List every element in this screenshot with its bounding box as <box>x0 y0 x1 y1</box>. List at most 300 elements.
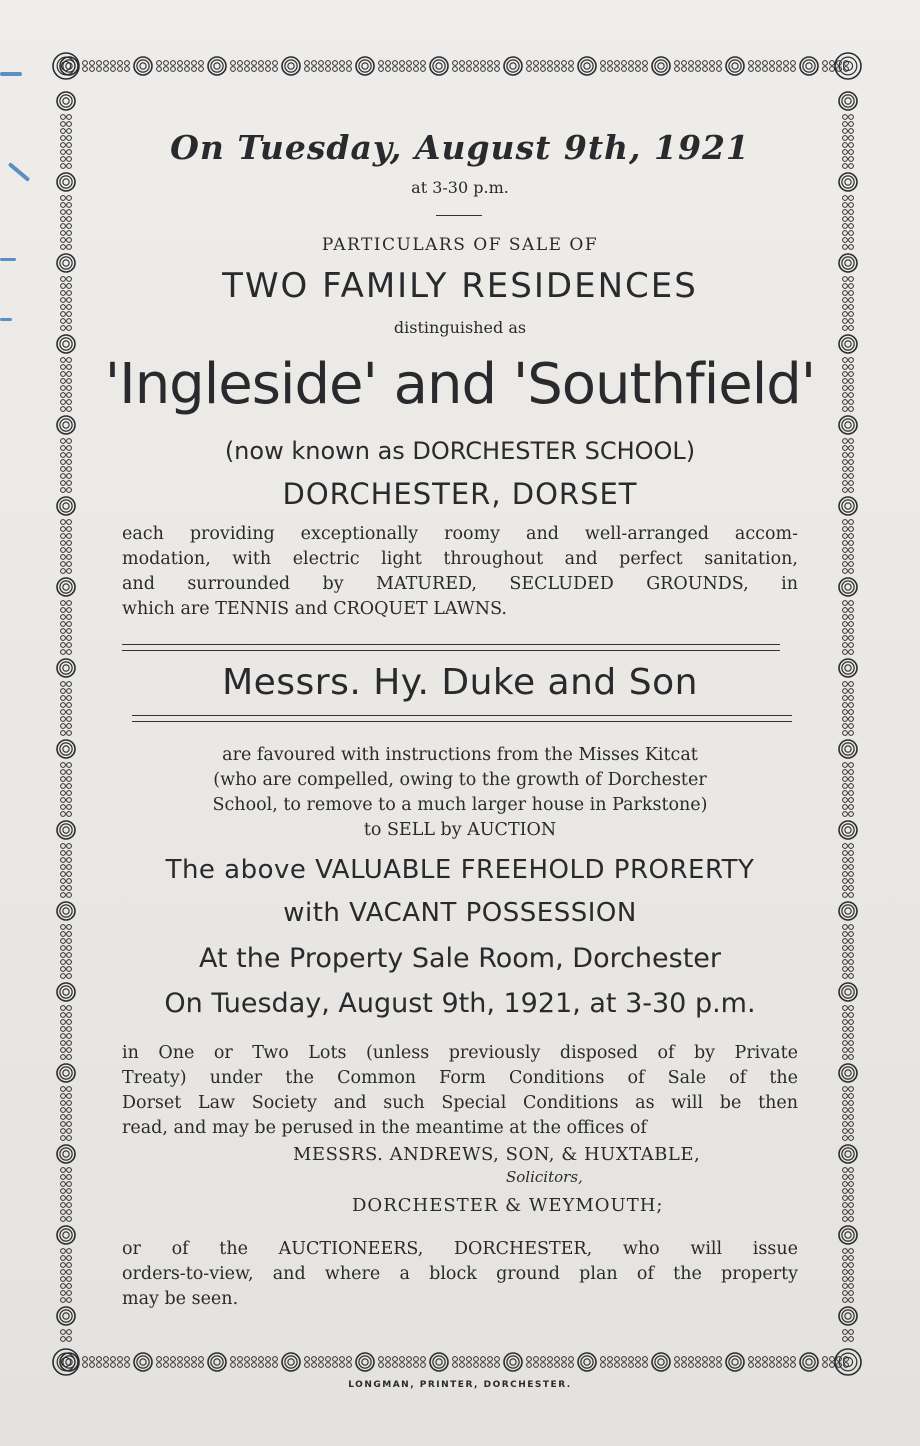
bead-ornament <box>622 1357 627 1362</box>
bead-ornament <box>534 1363 539 1368</box>
bead-ornament <box>171 1357 176 1362</box>
bead-ornament <box>400 67 405 72</box>
bead-ornament <box>849 703 854 708</box>
bead-ornament <box>608 61 613 66</box>
bead-ornament <box>823 1363 828 1368</box>
description-line: modation, with electric light throughout and perfect sanitation, <box>122 549 798 569</box>
double-rule-bottom <box>132 715 792 716</box>
bead-ornament <box>414 61 419 66</box>
bead-ornament <box>61 115 66 120</box>
bead-ornament <box>386 61 391 66</box>
bead-ornament <box>843 1048 848 1053</box>
bead-ornament <box>843 217 848 222</box>
bead-ornament <box>266 1357 271 1362</box>
bead-ornament <box>61 710 66 715</box>
bead-ornament <box>61 643 66 648</box>
bead-ornament <box>347 61 352 66</box>
bead-ornament <box>333 67 338 72</box>
bead-ornament <box>118 1357 123 1362</box>
bead-ornament <box>61 608 66 613</box>
bead-ornament <box>111 67 116 72</box>
bead-ornament <box>791 61 796 66</box>
bead-ornament <box>541 1357 546 1362</box>
bead-ornament <box>843 974 848 979</box>
bead-ornament <box>849 1284 854 1289</box>
bead-ornament <box>67 1337 72 1342</box>
bead-ornament <box>843 1087 848 1092</box>
bead-ornament <box>467 67 472 72</box>
rose-ornament <box>356 1353 374 1371</box>
bead-ornament <box>340 1357 345 1362</box>
rose-ornament <box>839 335 857 353</box>
bead-ornament <box>192 1363 197 1368</box>
bead-ornament <box>843 1136 848 1141</box>
bead-ornament <box>67 1291 72 1296</box>
bead-ornament <box>67 1330 72 1335</box>
rose-ornament <box>839 1307 857 1325</box>
bead-ornament <box>823 61 828 66</box>
bead-ornament <box>157 1357 162 1362</box>
rose-ornament <box>835 1349 861 1375</box>
bead-ornament <box>849 1330 854 1335</box>
bead-ornament <box>474 1363 479 1368</box>
bead-ornament <box>83 67 88 72</box>
bead-ornament <box>319 1363 324 1368</box>
bead-ornament <box>61 974 66 979</box>
bead-ornament <box>67 534 72 539</box>
bead-ornament <box>67 1270 72 1275</box>
now-known-as: (now known as DORCHESTER SCHOOL) <box>224 437 696 465</box>
bead-ornament <box>90 1363 95 1368</box>
bead-ornament <box>414 1357 419 1362</box>
bead-ornament <box>830 1357 835 1362</box>
bead-ornament <box>843 122 848 127</box>
bead-ornament <box>83 61 88 66</box>
bead-ornament <box>784 1363 789 1368</box>
bead-ornament <box>67 1277 72 1282</box>
bead-ornament <box>67 1284 72 1289</box>
bead-ornament <box>849 1115 854 1120</box>
bead-ornament <box>849 710 854 715</box>
bead-ornament <box>326 1363 331 1368</box>
rose-ornament <box>504 57 522 75</box>
bead-ornament <box>849 1277 854 1282</box>
bead-ornament <box>61 312 66 317</box>
rose-ornament <box>839 1064 857 1082</box>
bead-ornament <box>252 1363 257 1368</box>
bead-ornament <box>849 555 854 560</box>
bead-ornament <box>61 1249 66 1254</box>
bead-ornament <box>111 1357 116 1362</box>
bead-ornament <box>849 224 854 229</box>
rose-ornament <box>839 1226 857 1244</box>
bead-ornament <box>61 1027 66 1032</box>
bead-ornament <box>67 1094 72 1099</box>
bead-ornament <box>488 1363 493 1368</box>
bead-ornament <box>61 1087 66 1092</box>
bead-ornament <box>749 61 754 66</box>
bead-ornament <box>379 67 384 72</box>
bead-ornament <box>569 61 574 66</box>
bead-ornament <box>608 1363 613 1368</box>
bead-ornament <box>67 1041 72 1046</box>
bead-ornament <box>125 67 130 72</box>
bead-ornament <box>849 622 854 627</box>
bead-ornament <box>407 67 412 72</box>
bead-ornament <box>67 629 72 634</box>
bead-ornament <box>791 1363 796 1368</box>
bead-ornament <box>703 1363 708 1368</box>
bead-ornament <box>467 1357 472 1362</box>
bead-ornament <box>273 61 278 66</box>
bead-ornament <box>67 467 72 472</box>
bead-ornament <box>843 1210 848 1215</box>
bead-ornament <box>843 1203 848 1208</box>
bead-ornament <box>83 1363 88 1368</box>
rose-ornament <box>578 57 596 75</box>
bead-ornament <box>849 1094 854 1099</box>
bead-ornament <box>843 886 848 891</box>
bead-ornament <box>643 1363 648 1368</box>
bead-ornament <box>61 844 66 849</box>
bead-ornament <box>696 1363 701 1368</box>
bead-ornament <box>843 467 848 472</box>
lots-line: Dorset Law Society and such Special Conditions as will be then <box>122 1093 798 1113</box>
bead-ornament <box>843 1175 848 1180</box>
rose-ornament <box>134 1353 152 1371</box>
bead-ornament <box>534 1357 539 1362</box>
bead-ornament <box>843 224 848 229</box>
bead-ornament <box>643 1357 648 1362</box>
auction-date-heading: On Tuesday, August 9th, 1921 <box>170 128 750 167</box>
bead-ornament <box>682 61 687 66</box>
bead-ornament <box>238 1357 243 1362</box>
vacant-possession: with VACANT POSSESSION <box>283 898 637 928</box>
bead-ornament <box>849 731 854 736</box>
bead-ornament <box>601 61 606 66</box>
bead-ornament <box>61 1277 66 1282</box>
bead-ornament <box>61 1263 66 1268</box>
bead-ornament <box>125 61 130 66</box>
bead-ornament <box>527 1357 532 1362</box>
bead-ornament <box>629 1357 634 1362</box>
bead-ornament <box>67 710 72 715</box>
bead-ornament <box>843 703 848 708</box>
closing-line: may be seen. <box>122 1289 239 1309</box>
bead-ornament <box>849 724 854 729</box>
bead-ornament <box>231 1357 236 1362</box>
bead-ornament <box>61 1041 66 1046</box>
bead-ornament <box>386 1363 391 1368</box>
bead-ornament <box>61 1094 66 1099</box>
bead-ornament <box>849 1101 854 1106</box>
rose-ornament <box>57 1226 75 1244</box>
bead-ornament <box>312 1357 317 1362</box>
bead-ornament <box>67 1136 72 1141</box>
bead-ornament <box>266 67 271 72</box>
bead-ornament <box>305 67 310 72</box>
bead-ornament <box>231 1363 236 1368</box>
rose-ornament <box>839 416 857 434</box>
bead-ornament <box>770 1363 775 1368</box>
bead-ornament <box>347 1363 352 1368</box>
bead-ornament <box>555 1357 560 1362</box>
bead-ornament <box>67 555 72 560</box>
bead-ornament <box>548 61 553 66</box>
bead-ornament <box>164 1363 169 1368</box>
bead-ornament <box>843 1196 848 1201</box>
auction-time: at 3-30 p.m. <box>411 178 509 197</box>
closing-line: or of the AUCTIONEERS, DORCHESTER, who will issue <box>122 1239 798 1259</box>
bead-ornament <box>843 1115 848 1120</box>
bead-ornament <box>61 555 66 560</box>
bead-ornament <box>379 1357 384 1362</box>
bead-ornament <box>67 1087 72 1092</box>
rose-ornament <box>800 1353 818 1371</box>
rose-ornament <box>652 57 670 75</box>
rose-ornament <box>839 578 857 596</box>
bead-ornament <box>252 61 257 66</box>
bead-ornament <box>118 67 123 72</box>
bead-ornament <box>61 534 66 539</box>
bead-ornament <box>61 1284 66 1289</box>
bead-ornament <box>777 1357 782 1362</box>
bead-ornament <box>67 1122 72 1127</box>
bead-ornament <box>467 1363 472 1368</box>
rose-ornament <box>57 1064 75 1082</box>
bead-ornament <box>849 1048 854 1053</box>
bead-ornament <box>305 61 310 66</box>
bead-ornament <box>61 1217 66 1222</box>
instructions-line: are favoured with instructions from the Misses Kitcat <box>222 745 698 765</box>
bead-ornament <box>843 717 848 722</box>
bead-ornament <box>467 61 472 66</box>
bead-ornament <box>386 67 391 72</box>
bead-ornament <box>548 67 553 72</box>
bead-ornament <box>823 67 828 72</box>
bead-ornament <box>843 1101 848 1106</box>
bead-ornament <box>682 1363 687 1368</box>
bead-ornament <box>843 601 848 606</box>
bead-ornament <box>61 1256 66 1261</box>
bead-ornament <box>756 67 761 72</box>
bead-ornament <box>61 527 66 532</box>
bead-ornament <box>717 1357 722 1362</box>
bead-ornament <box>61 932 66 937</box>
bead-ornament <box>849 1168 854 1173</box>
bead-ornament <box>67 1048 72 1053</box>
bead-ornament <box>67 203 72 208</box>
bead-ornament <box>849 1337 854 1342</box>
bead-ornament <box>615 1357 620 1362</box>
bead-ornament <box>460 1363 465 1368</box>
bead-ornament <box>414 1363 419 1368</box>
bead-ornament <box>83 1357 88 1362</box>
bead-ornament <box>849 1217 854 1222</box>
bead-ornament <box>259 61 264 66</box>
bead-ornament <box>488 1357 493 1362</box>
bead-ornament <box>171 1363 176 1368</box>
lots-line: read, and may be perused in the meantime at the offices of <box>122 1118 647 1138</box>
bead-ornament <box>61 1034 66 1039</box>
bead-ornament <box>61 569 66 574</box>
bead-ornament <box>622 67 627 72</box>
bead-ornament <box>61 210 66 215</box>
bead-ornament <box>843 1256 848 1261</box>
bead-ornament <box>849 1136 854 1141</box>
bead-ornament <box>67 608 72 613</box>
bead-ornament <box>756 61 761 66</box>
bead-ornament <box>495 1357 500 1362</box>
bead-ornament <box>61 1129 66 1134</box>
bead-ornament <box>67 115 72 120</box>
bead-ornament <box>67 217 72 222</box>
bead-ornament <box>555 67 560 72</box>
bead-ornament <box>67 548 72 553</box>
bead-ornament <box>843 1284 848 1289</box>
bead-ornament <box>784 1357 789 1362</box>
bead-ornament <box>61 1270 66 1275</box>
bead-ornament <box>273 1363 278 1368</box>
bead-ornament <box>111 61 116 66</box>
bead-ornament <box>67 1115 72 1120</box>
bead-ornament <box>843 636 848 641</box>
location-heading: DORCHESTER, DORSET <box>282 477 638 511</box>
bead-ornament <box>61 562 66 567</box>
bead-ornament <box>61 217 66 222</box>
bead-ornament <box>67 1263 72 1268</box>
description-line: each providing exceptionally roomy and well-arranged accom- <box>122 524 798 544</box>
bead-ornament <box>763 1357 768 1362</box>
bead-ornament <box>305 1363 310 1368</box>
bead-ornament <box>199 1357 204 1362</box>
bead-ornament <box>453 1363 458 1368</box>
bead-ornament <box>67 1196 72 1201</box>
bead-ornament <box>67 1210 72 1215</box>
solicitors-firm: MESSRS. ANDREWS, SON, & HUXTABLE, <box>293 1144 701 1165</box>
bead-ornament <box>615 1363 620 1368</box>
bead-ornament <box>849 541 854 546</box>
bead-ornament <box>843 1189 848 1194</box>
rose-ornament <box>652 1353 670 1371</box>
bead-ornament <box>675 67 680 72</box>
bead-ornament <box>843 210 848 215</box>
bead-ornament <box>849 717 854 722</box>
bead-ornament <box>61 1020 66 1025</box>
bead-ornament <box>849 1291 854 1296</box>
bead-ornament <box>843 893 848 898</box>
bead-ornament <box>622 61 627 66</box>
description-line: and surrounded by MATURED, SECLUDED GROUNDS, in <box>122 574 798 594</box>
bead-ornament <box>843 1217 848 1222</box>
bead-ornament <box>534 67 539 72</box>
bead-ornament <box>849 203 854 208</box>
bead-ornament <box>717 67 722 72</box>
bead-ornament <box>682 67 687 72</box>
rose-ornament <box>430 1353 448 1371</box>
bead-ornament <box>421 1363 426 1368</box>
bead-ornament <box>453 67 458 72</box>
bead-ornament <box>104 1357 109 1362</box>
bead-ornament <box>305 1357 310 1362</box>
bead-ornament <box>185 1357 190 1362</box>
bead-ornament <box>608 67 613 72</box>
bead-ornament <box>481 61 486 66</box>
bead-ornament <box>849 1108 854 1113</box>
bead-ornament <box>67 1189 72 1194</box>
bead-ornament <box>460 67 465 72</box>
bead-ornament <box>849 1020 854 1025</box>
bead-ornament <box>61 1136 66 1141</box>
rose-ornament <box>504 1353 522 1371</box>
sale-datetime: On Tuesday, August 9th, 1921, at 3-30 p.m. <box>164 988 756 1019</box>
bead-ornament <box>61 1048 66 1053</box>
bead-ornament <box>675 1363 680 1368</box>
bead-ornament <box>823 1357 828 1362</box>
bead-ornament <box>527 67 532 72</box>
bead-ornament <box>192 61 197 66</box>
bead-ornament <box>393 61 398 66</box>
bead-ornament <box>710 67 715 72</box>
bead-ornament <box>245 1363 250 1368</box>
rose-ornament <box>57 335 75 353</box>
distinguished-as: distinguished as <box>393 318 527 337</box>
bead-ornament <box>749 1357 754 1362</box>
bead-ornament <box>199 67 204 72</box>
bead-ornament <box>849 886 854 891</box>
bead-ornament <box>636 67 641 72</box>
bead-ornament <box>61 717 66 722</box>
bead-ornament <box>104 67 109 72</box>
bead-ornament <box>849 569 854 574</box>
bead-ornament <box>379 61 384 66</box>
bead-ornament <box>696 1357 701 1362</box>
bead-ornament <box>843 1129 848 1134</box>
bead-ornament <box>67 562 72 567</box>
printer-imprint: LONGMAN, PRINTER, DORCHESTER. <box>348 1380 572 1390</box>
bead-ornament <box>231 67 236 72</box>
bead-ornament <box>67 1182 72 1187</box>
bead-ornament <box>61 520 66 525</box>
bead-ornament <box>562 1363 567 1368</box>
bead-ornament <box>347 1357 352 1362</box>
rose-ornament <box>282 57 300 75</box>
bead-ornament <box>118 61 123 66</box>
bead-ornament <box>689 61 694 66</box>
bead-ornament <box>636 1357 641 1362</box>
bead-ornament <box>791 1357 796 1362</box>
bead-ornament <box>791 67 796 72</box>
particulars-heading: PARTICULARS OF SALE OF <box>321 235 599 255</box>
bead-ornament <box>843 1094 848 1099</box>
bead-ornament <box>849 1256 854 1261</box>
rose-ornament <box>208 57 226 75</box>
bead-ornament <box>67 1168 72 1173</box>
bead-ornament <box>252 67 257 72</box>
rose-ornament <box>839 92 857 110</box>
bead-ornament <box>527 1363 532 1368</box>
bead-ornament <box>488 61 493 66</box>
bead-ornament <box>849 1189 854 1194</box>
bead-ornament <box>849 534 854 539</box>
bead-ornament <box>67 731 72 736</box>
bead-ornament <box>675 61 680 66</box>
bead-ornament <box>622 1363 627 1368</box>
solicitors-place: DORCHESTER & WEYMOUTH; <box>352 1195 664 1216</box>
bead-ornament <box>843 1337 848 1342</box>
bead-ornament <box>61 1189 66 1194</box>
bead-ornament <box>749 1363 754 1368</box>
